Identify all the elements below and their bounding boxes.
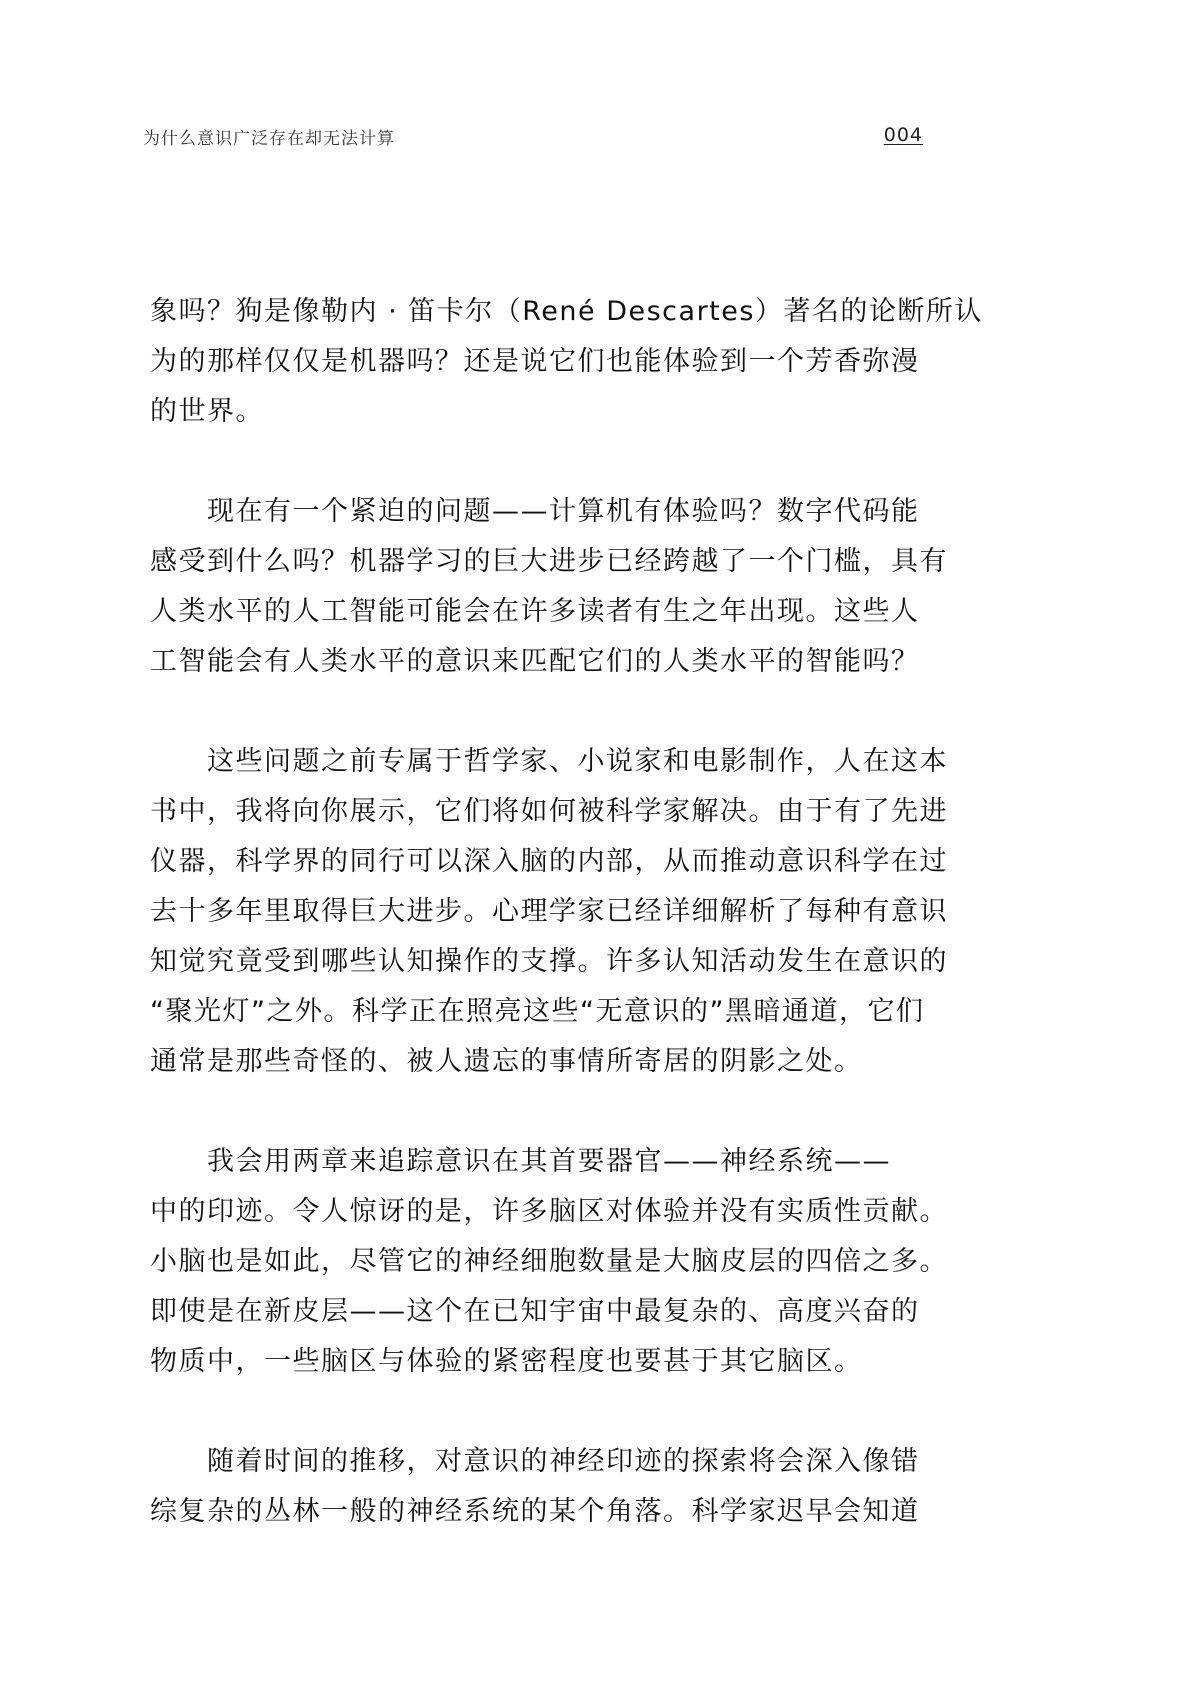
text-line: 物质中，一些脑区与体验的紧密程度也要甚于其它脑区。: [150, 1346, 863, 1377]
text-line: 现在有一个紧迫的问题——计算机有体验吗？数字代码能: [207, 496, 920, 527]
text-line: 即使是在新皮层——这个在已知宇宙中最复杂的、高度兴奋的: [150, 1296, 920, 1327]
body-text: [150, 287, 983, 1537]
text-line: 书中，我将向你展示，它们将如何被科学家解决。由于有了先进: [150, 796, 948, 827]
text-line: 感受到什么吗？机器学习的巨大进步已经跨越了一个门槛，具有: [150, 546, 948, 577]
page-number: 004: [883, 124, 923, 146]
paragraph: [150, 287, 983, 437]
text-line: 随着时间的推移，对意识的神经印迹的探索将会深入像错: [207, 1446, 920, 1477]
text-line: 我会用两章来追踪意识在其首要器官——神经系统——: [207, 1146, 891, 1177]
paragraph: [150, 1437, 940, 1537]
text-line: “聚光灯”之外。科学正在照亮这些“无意识的”黑暗通道，它们: [150, 996, 925, 1027]
text-line: 为的那样仅仅是机器吗？还是说它们也能体验到一个芳香弥漫: [150, 346, 920, 377]
paragraph: [150, 487, 948, 687]
paragraph-spacer: [150, 1387, 940, 1437]
text-line: 象吗？狗是像勒内 · 笛卡尔（René Descartes）著名的论断所认: [150, 296, 983, 327]
text-line: 小脑也是如此，尽管它的神经细胞数量是大脑皮层的四倍之多。: [150, 1246, 948, 1277]
text-line: 知觉究竟受到哪些认知操作的支撑。许多认知活动发生在意识的: [150, 946, 948, 977]
paragraph: [150, 737, 948, 1087]
text-line: 中的印迹。令人惊讶的是，许多脑区对体验并没有实质性贡献。: [150, 1196, 948, 1227]
text-line: 人类水平的人工智能可能会在许多读者有生之年出现。这些人: [150, 596, 920, 627]
text-line: 通常是那些奇怪的、被人遗忘的事情所寄居的阴影之处。: [150, 1046, 863, 1077]
running-header: [143, 124, 923, 150]
paragraph-spacer: [150, 1087, 940, 1137]
paragraph-spacer: [150, 437, 940, 487]
text-line: 综复杂的丛林一般的神经系统的某个角落。科学家迟早会知道: [150, 1496, 920, 1527]
book-title: 为什么意识广泛存在却无法计算: [143, 129, 395, 149]
paragraph: [150, 1137, 948, 1387]
text-line: 的世界。: [150, 396, 264, 427]
text-line: 工智能会有人类水平的意识来匹配它们的人类水平的智能吗？: [150, 646, 920, 677]
text-line: 这些问题之前专属于哲学家、小说家和电影制作，人在这本: [207, 746, 948, 777]
text-line: 去十多年里取得巨大进步。心理学家已经详细解析了每种有意识: [150, 896, 948, 927]
paragraph-spacer: [150, 687, 940, 737]
text-line: 仪器，科学界的同行可以深入脑的内部，从而推动意识科学在过: [150, 846, 948, 877]
